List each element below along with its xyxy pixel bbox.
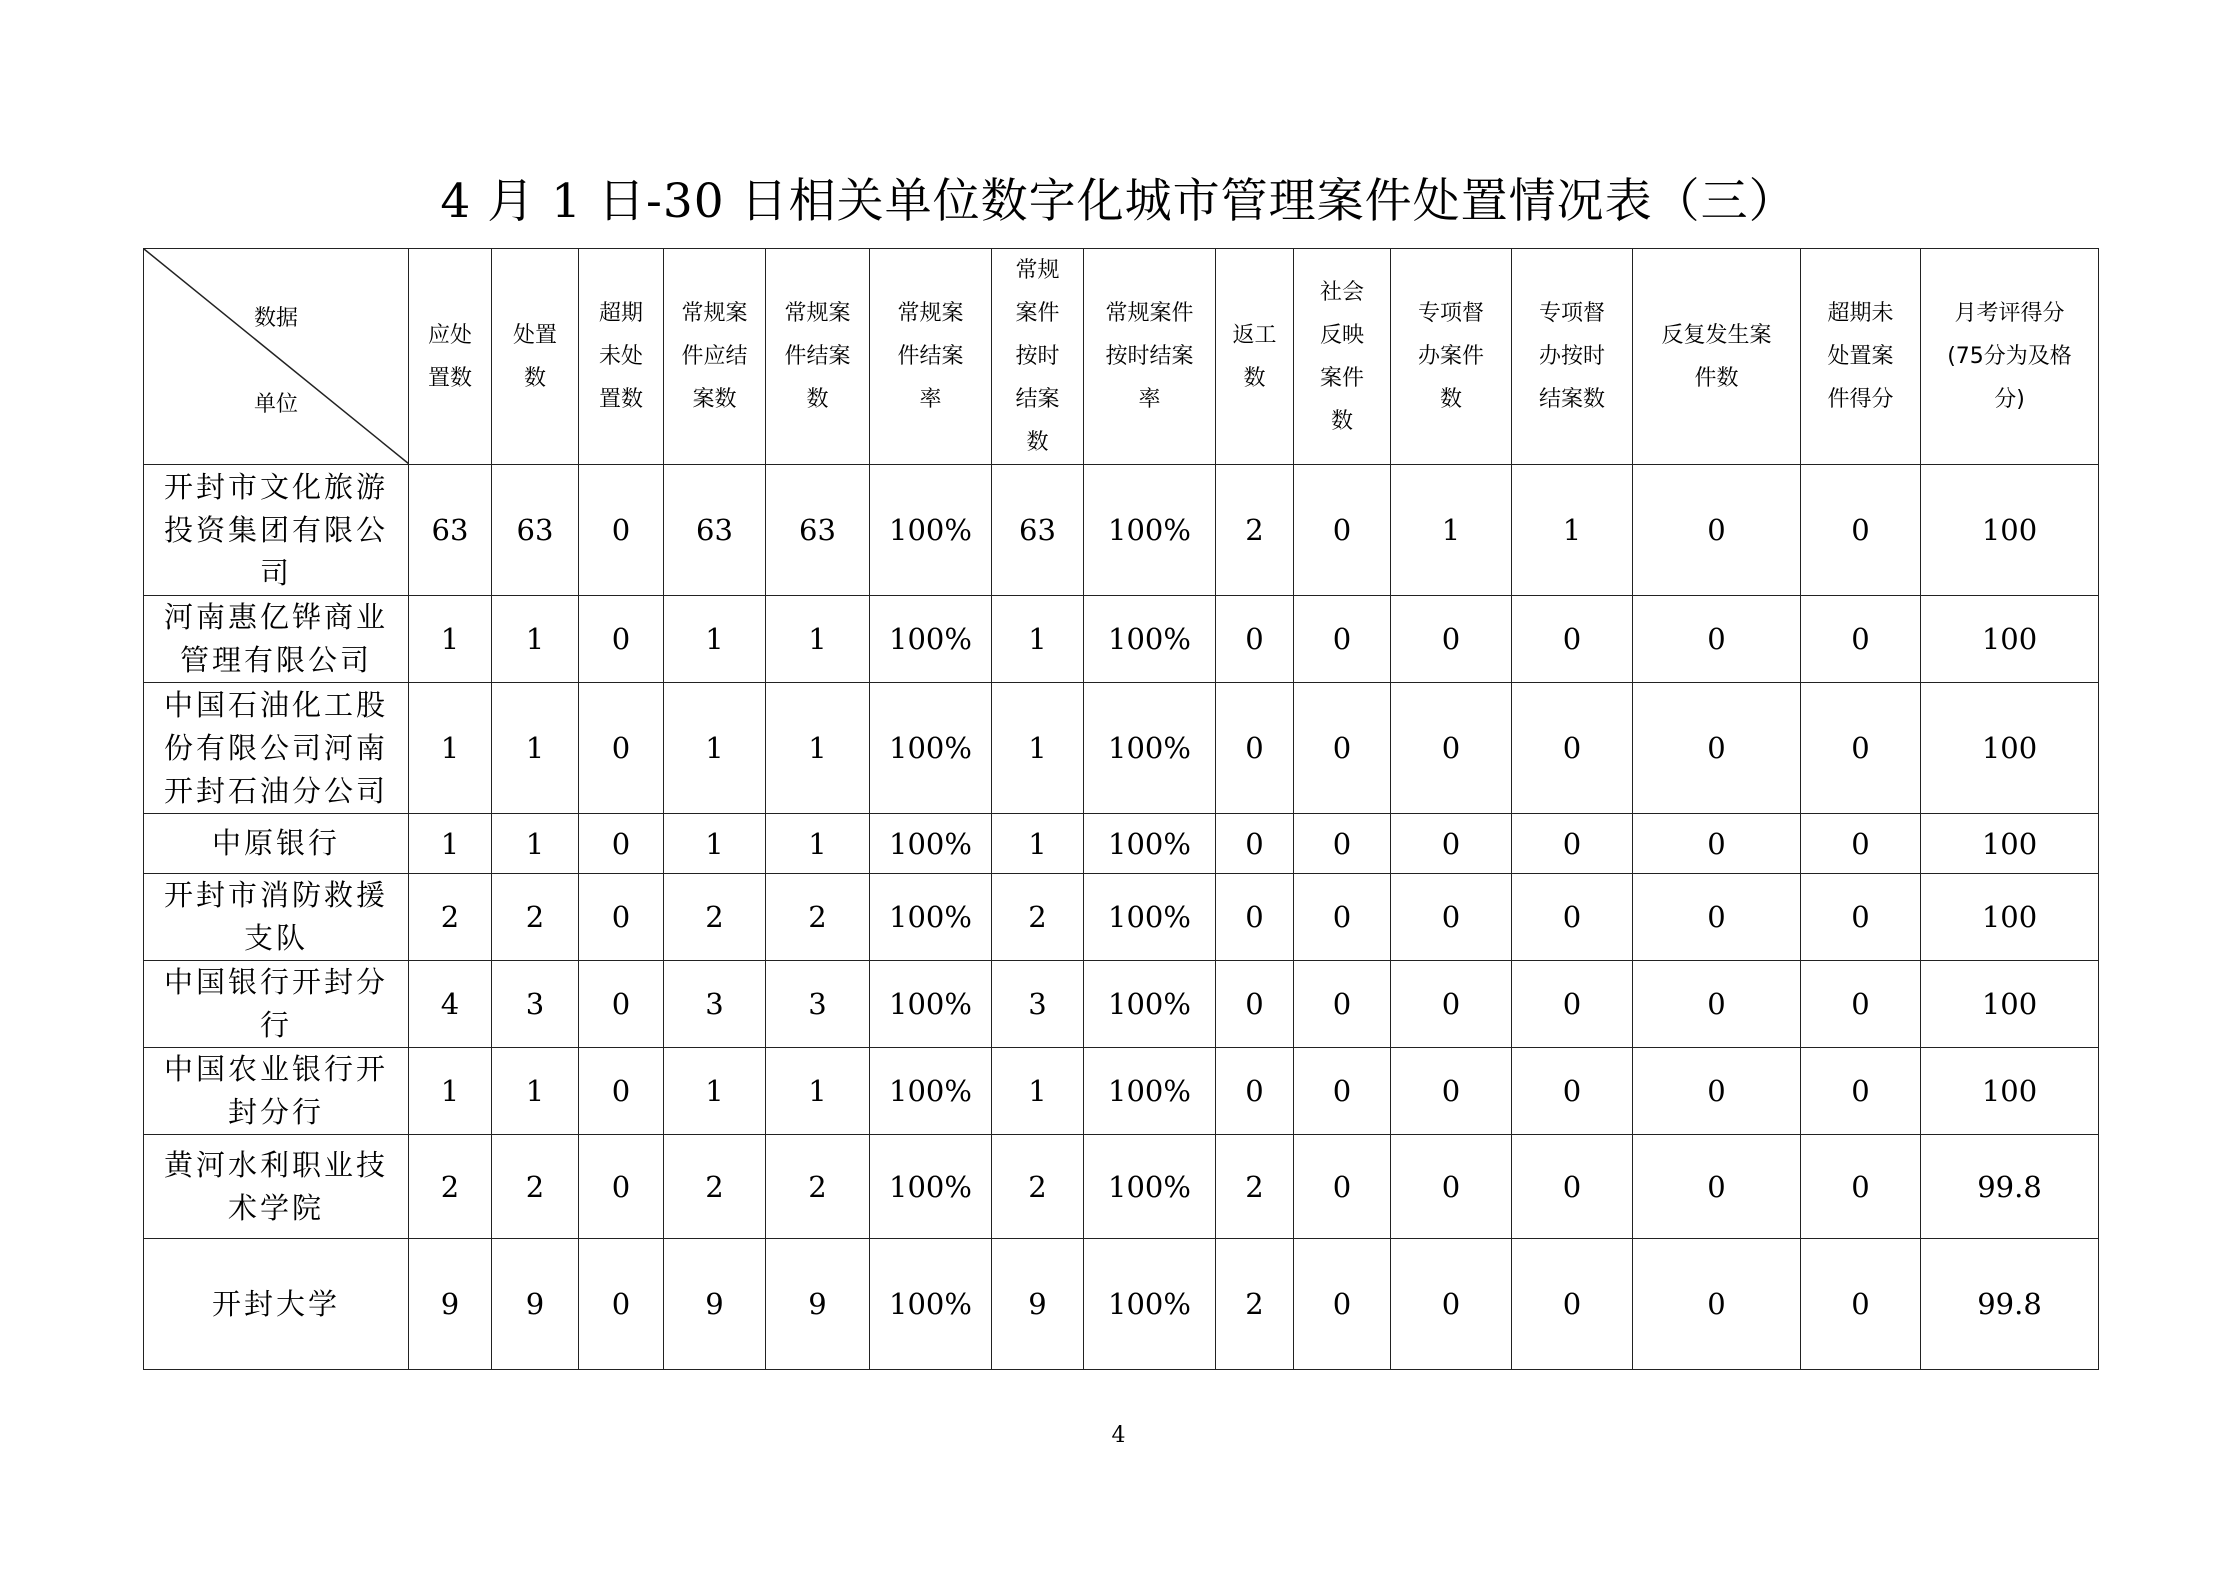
value-cell: 0: [1801, 596, 1921, 683]
corner-label-data: 数据: [254, 306, 299, 331]
table-row: [144, 1048, 2099, 1135]
column-header: [1391, 249, 1512, 465]
value-cell: 100%: [1084, 874, 1216, 961]
unit-name-line: 开封石油分公司: [163, 773, 388, 808]
value-cell: 100%: [1084, 1239, 1216, 1370]
value-cell: 1: [492, 814, 579, 874]
table-row: [144, 1135, 2099, 1239]
column-header-line: 处置案: [1827, 344, 1894, 369]
column-header: [664, 249, 766, 465]
value-cell: 0: [1633, 874, 1801, 961]
page-number: 4: [1111, 1423, 1126, 1448]
column-header-line: 超期: [598, 301, 643, 326]
value-cell: 2: [409, 1135, 492, 1239]
value-cell: 2: [1216, 1135, 1294, 1239]
value-cell: 0: [1633, 1239, 1801, 1370]
unit-name-line: 开封市消防救援: [163, 878, 388, 912]
value-cell: 100%: [1084, 1135, 1216, 1239]
value-cell: 0: [1294, 814, 1391, 874]
value-cell: 99.8: [1921, 1135, 2099, 1239]
value-cell: 1: [492, 683, 579, 814]
column-header-line: 常规案: [897, 301, 964, 326]
value-cell: 3: [664, 961, 766, 1048]
column-header: [1216, 249, 1294, 465]
value-cell: 0: [1294, 1135, 1391, 1239]
unit-name-line: 支队: [243, 921, 308, 955]
column-header-line: 数: [1439, 387, 1462, 412]
value-cell: 2: [992, 1135, 1084, 1239]
value-cell: 100: [1921, 961, 2099, 1048]
column-header-line: 件得分: [1827, 387, 1894, 412]
value-cell: 0: [1801, 874, 1921, 961]
value-cell: 9: [766, 1239, 870, 1370]
page-title: 4 月 1 日-30 日相关单位数字化城市管理案件处置情况表（三）: [440, 174, 1797, 229]
value-cell: 1: [992, 683, 1084, 814]
value-cell: 0: [1512, 683, 1633, 814]
value-cell: 9: [664, 1239, 766, 1370]
value-cell: 1: [409, 814, 492, 874]
column-header: [1921, 249, 2099, 465]
column-header-line: 社会: [1319, 279, 1364, 305]
column-header-line: 件结案: [897, 344, 964, 369]
unit-name-cell: [144, 1239, 409, 1370]
value-cell: 100%: [870, 1048, 992, 1135]
value-cell: 0: [1512, 874, 1633, 961]
value-cell: 0: [579, 596, 664, 683]
column-header: [992, 249, 1084, 465]
value-cell: 0: [1512, 1239, 1633, 1370]
value-cell: 0: [1633, 683, 1801, 814]
value-cell: 100%: [1084, 683, 1216, 814]
column-header-line: 超期未: [1827, 301, 1894, 326]
value-cell: 0: [1801, 1239, 1921, 1370]
value-cell: 0: [579, 465, 664, 596]
value-cell: 0: [1216, 961, 1294, 1048]
column-header-line: 置数: [427, 365, 472, 391]
value-cell: 0: [579, 1135, 664, 1239]
column-header-line: 案件: [1319, 365, 1364, 391]
value-cell: 0: [1391, 874, 1512, 961]
value-cell: 1: [409, 596, 492, 683]
value-cell: 0: [1391, 961, 1512, 1048]
column-header-line: 件数: [1694, 365, 1739, 391]
value-cell: 0: [1512, 814, 1633, 874]
unit-name-line: 中国石油化工股: [163, 687, 388, 722]
column-header: [1512, 249, 1633, 465]
column-header-line: 月考评得分: [1954, 301, 2065, 326]
column-header-line: 反复发生案: [1661, 322, 1772, 348]
table-row: [144, 683, 2099, 814]
unit-name-line: 中原银行: [211, 826, 340, 860]
value-cell: 99.8: [1921, 1239, 2099, 1370]
column-header-line: 数: [523, 365, 546, 391]
column-header: [492, 249, 579, 465]
value-cell: 2: [992, 874, 1084, 961]
column-header-line: 专项督: [1417, 301, 1484, 326]
column-header-line: 率: [1138, 387, 1161, 412]
value-cell: 0: [579, 683, 664, 814]
unit-name-line: 中国银行开封分: [163, 965, 388, 999]
value-cell: 1: [1512, 465, 1633, 596]
value-cell: 2: [409, 874, 492, 961]
value-cell: 100%: [870, 465, 992, 596]
value-cell: 2: [766, 874, 870, 961]
value-cell: 1: [992, 1048, 1084, 1135]
column-header: [1633, 249, 1801, 465]
value-cell: 1: [664, 683, 766, 814]
value-cell: 2: [664, 1135, 766, 1239]
column-header-line: 数: [1330, 408, 1353, 434]
value-cell: 1: [409, 683, 492, 814]
value-cell: 0: [579, 814, 664, 874]
value-cell: 2: [492, 1135, 579, 1239]
value-cell: 0: [579, 961, 664, 1048]
column-header-line: 按时: [1015, 344, 1060, 369]
value-cell: 1: [492, 596, 579, 683]
value-cell: 0: [1294, 1048, 1391, 1135]
unit-name-line: 份有限公司河南: [163, 730, 388, 765]
value-cell: 0: [579, 1239, 664, 1370]
value-cell: 0: [1391, 596, 1512, 683]
column-header-line: 常规: [1015, 258, 1060, 283]
column-header: [1801, 249, 1921, 465]
value-cell: 0: [1216, 814, 1294, 874]
value-cell: 3: [492, 961, 579, 1048]
value-cell: 1: [766, 596, 870, 683]
column-header-line: 未处: [598, 344, 643, 369]
column-header-line: 置数: [598, 387, 643, 412]
value-cell: 1: [409, 1048, 492, 1135]
value-cell: 100%: [1084, 465, 1216, 596]
table-row: [144, 596, 2099, 683]
value-cell: 1: [664, 596, 766, 683]
value-cell: 0: [1294, 683, 1391, 814]
unit-name-line: 中国农业银行开: [163, 1052, 388, 1086]
value-cell: 100: [1921, 683, 2099, 814]
value-cell: 3: [766, 961, 870, 1048]
value-cell: 9: [409, 1239, 492, 1370]
column-header-line: 件应结: [681, 344, 748, 369]
column-header-line: 数: [1026, 430, 1049, 455]
column-header-line: 反映: [1319, 322, 1364, 348]
value-cell: 0: [1216, 874, 1294, 961]
unit-name-cell: [144, 596, 409, 683]
unit-name-cell: [144, 1135, 409, 1239]
column-header: [579, 249, 664, 465]
column-header-line: 数: [806, 387, 829, 412]
value-cell: 0: [1633, 596, 1801, 683]
value-cell: 63: [664, 465, 766, 596]
header-row: [144, 249, 2099, 465]
column-header: [409, 249, 492, 465]
value-cell: 1: [766, 814, 870, 874]
unit-name-line: 管理有限公司: [179, 643, 372, 677]
value-cell: 0: [1633, 814, 1801, 874]
unit-name-line: 行: [259, 1008, 292, 1042]
column-header-line: (75分为及格: [1947, 344, 2072, 369]
column-header-line: 办案件: [1417, 344, 1484, 369]
value-cell: 100: [1921, 1048, 2099, 1135]
value-cell: 0: [1801, 1135, 1921, 1239]
unit-name-line: 投资集团有限公: [163, 512, 388, 547]
column-header-line: 应处: [427, 322, 472, 348]
value-cell: 63: [492, 465, 579, 596]
unit-name-line: 黄河水利职业技: [163, 1147, 388, 1182]
unit-name-cell: [144, 874, 409, 961]
column-header: [766, 249, 870, 465]
value-cell: 0: [1512, 596, 1633, 683]
column-header-line: 返工: [1232, 322, 1277, 348]
value-cell: 1: [992, 814, 1084, 874]
value-cell: 0: [1294, 1239, 1391, 1370]
value-cell: 9: [492, 1239, 579, 1370]
column-header-line: 件结案: [784, 344, 851, 369]
value-cell: 0: [1801, 1048, 1921, 1135]
unit-name-cell: [144, 1048, 409, 1135]
column-header-line: 结案数: [1538, 387, 1605, 412]
value-cell: 100%: [870, 874, 992, 961]
value-cell: 0: [1512, 1048, 1633, 1135]
unit-name-line: 司: [259, 555, 292, 590]
value-cell: 2: [1216, 1239, 1294, 1370]
value-cell: 0: [1391, 814, 1512, 874]
diagonal-divider: [144, 249, 409, 464]
value-cell: 1: [766, 1048, 870, 1135]
value-cell: 1: [664, 814, 766, 874]
value-cell: 1: [766, 683, 870, 814]
value-cell: 0: [1512, 1135, 1633, 1239]
value-cell: 0: [1216, 683, 1294, 814]
column-header-line: 按时结案: [1105, 344, 1194, 369]
value-cell: 0: [1801, 961, 1921, 1048]
corner-header-cell: [144, 249, 409, 465]
value-cell: 1: [492, 1048, 579, 1135]
value-cell: 100%: [870, 961, 992, 1048]
value-cell: 0: [1633, 1135, 1801, 1239]
value-cell: 100%: [1084, 961, 1216, 1048]
value-cell: 100%: [870, 814, 992, 874]
value-cell: 4: [409, 961, 492, 1048]
unit-name-cell: [144, 465, 409, 596]
column-header-line: 常规案: [681, 301, 748, 326]
value-cell: 2: [492, 874, 579, 961]
value-cell: 100: [1921, 874, 2099, 961]
table-row: [144, 814, 2099, 874]
value-cell: 0: [579, 874, 664, 961]
value-cell: 63: [766, 465, 870, 596]
column-header-line: 常规案件: [1105, 301, 1194, 326]
column-header-line: 案数: [692, 387, 737, 412]
column-header-line: 办按时: [1538, 344, 1605, 369]
column-header-line: 处置: [512, 322, 557, 348]
value-cell: 100: [1921, 465, 2099, 596]
value-cell: 0: [1512, 961, 1633, 1048]
column-header-line: 专项督: [1538, 301, 1605, 326]
column-header: [1294, 249, 1391, 465]
unit-name-cell: [144, 683, 409, 814]
value-cell: 0: [1216, 596, 1294, 683]
value-cell: 0: [1391, 683, 1512, 814]
value-cell: 0: [1294, 961, 1391, 1048]
value-cell: 0: [1633, 465, 1801, 596]
column-header: [1084, 249, 1216, 465]
column-header-line: 数: [1243, 365, 1266, 391]
value-cell: 100: [1921, 596, 2099, 683]
value-cell: 0: [1294, 596, 1391, 683]
unit-name-cell: [144, 961, 409, 1048]
unit-name-line: 封分行: [227, 1095, 324, 1129]
value-cell: 0: [1801, 465, 1921, 596]
value-cell: 2: [664, 874, 766, 961]
unit-name-cell: [144, 814, 409, 874]
value-cell: 0: [1216, 1048, 1294, 1135]
value-cell: 63: [992, 465, 1084, 596]
table-row: [144, 1239, 2099, 1370]
unit-name-line: 开封市文化旅游: [163, 469, 388, 504]
corner-label-unit: 单位: [254, 392, 299, 417]
value-cell: 100%: [1084, 814, 1216, 874]
value-cell: 63: [409, 465, 492, 596]
unit-name-line: 术学院: [227, 1190, 324, 1225]
value-cell: 0: [1294, 874, 1391, 961]
value-cell: 100%: [870, 596, 992, 683]
value-cell: 0: [1294, 465, 1391, 596]
column-header-line: 常规案: [784, 301, 851, 326]
column-header: [870, 249, 992, 465]
value-cell: 0: [1391, 1239, 1512, 1370]
value-cell: 0: [1801, 814, 1921, 874]
value-cell: 9: [992, 1239, 1084, 1370]
unit-name-line: 河南惠亿铧商业: [163, 600, 388, 634]
value-cell: 2: [766, 1135, 870, 1239]
value-cell: 100%: [1084, 1048, 1216, 1135]
value-cell: 0: [1391, 1048, 1512, 1135]
value-cell: 0: [1391, 1135, 1512, 1239]
value-cell: 3: [992, 961, 1084, 1048]
value-cell: 100%: [870, 683, 992, 814]
table-row: [144, 465, 2099, 596]
value-cell: 0: [579, 1048, 664, 1135]
value-cell: 100%: [870, 1239, 992, 1370]
value-cell: 1: [1391, 465, 1512, 596]
value-cell: 0: [1633, 961, 1801, 1048]
case-disposal-table: [143, 248, 2099, 1370]
value-cell: 0: [1801, 683, 1921, 814]
column-header-line: 分): [1994, 387, 2025, 412]
column-header-line: 结案: [1015, 387, 1060, 412]
value-cell: 100%: [1084, 596, 1216, 683]
table-row: [144, 874, 2099, 961]
table-row: [144, 961, 2099, 1048]
value-cell: 1: [992, 596, 1084, 683]
value-cell: 1: [664, 1048, 766, 1135]
column-header-line: 案件: [1015, 301, 1060, 326]
value-cell: 2: [1216, 465, 1294, 596]
value-cell: 100: [1921, 814, 2099, 874]
unit-name-line: 开封大学: [211, 1286, 340, 1321]
value-cell: 100%: [870, 1135, 992, 1239]
value-cell: 0: [1633, 1048, 1801, 1135]
column-header-line: 率: [919, 387, 942, 412]
